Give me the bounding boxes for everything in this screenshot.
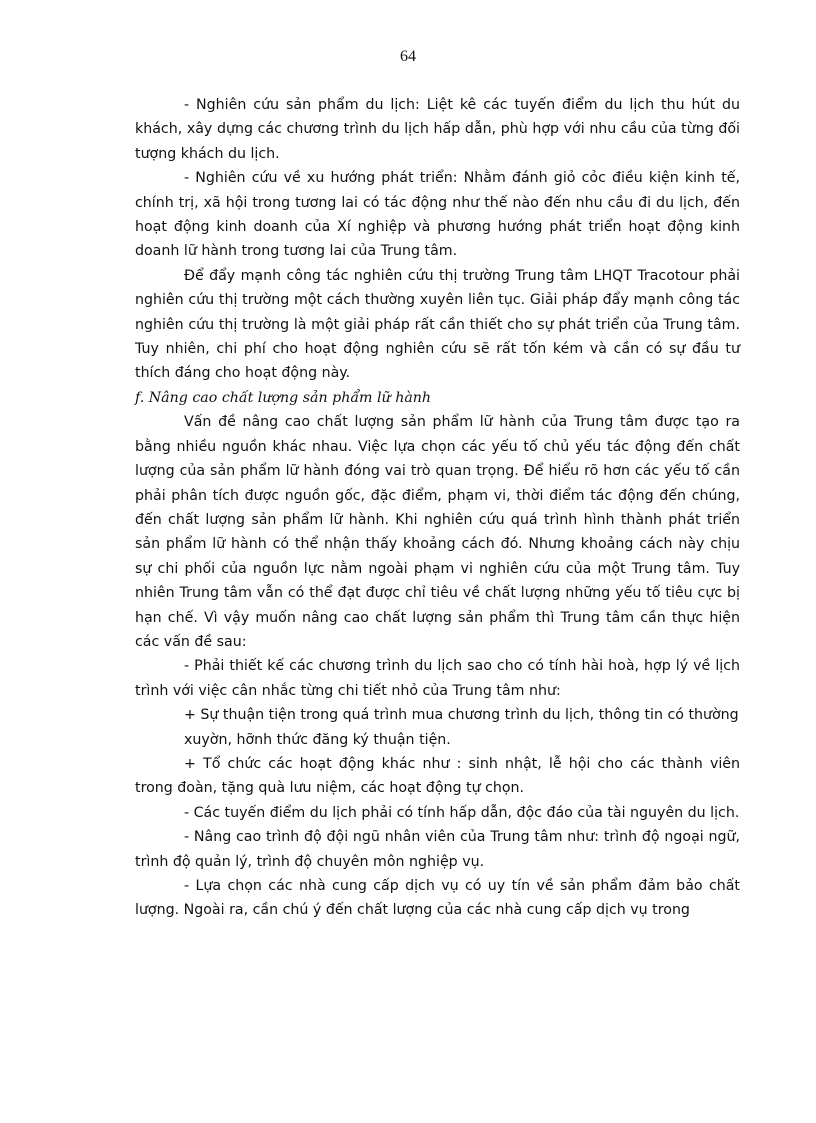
paragraph: Để đẩy mạnh công tác nghiên cứu thị trường Trung tâm LHQT Tracotour phải nghiên cứu thị trường một cách thường xuyên liên tục. Giải pháp đẩy mạnh công tác nghiên cứu thị trường là một giải pháp rất cần thiết cho sự phát triển của Trung tâm. Tuy nhiên, chi phí cho hoạt động nghiên cứu sẽ rất tốn kém và cần có sự đầu tư thích đáng cho hoạt động này. xyxy=(135,267,740,382)
paragraph: - Các tuyến điểm du lịch phải có tính hấp dẫn, độc đáo của tài nguyên du lịch. xyxy=(184,804,740,821)
page-body xyxy=(135,93,740,923)
paragraph: - Lựa chọn các nhà cung cấp dịch vụ có uy tín về sản phẩm đảm bảo chất lượng. Ngoài ra, cần chú ý đến chất lượng của các nhà cung cấp dịch vụ trong xyxy=(135,878,740,919)
paragraph: - Phải thiết kế các chương trình du lịch sao cho có tính hài hoà, hợp lý về lịch trình với việc cân nhắc từng chi tiết nhỏ của Trung tâm như: xyxy=(135,658,740,699)
page-number: 64 xyxy=(400,48,416,65)
paragraph: xuyờn, hỡnh thức đăng ký thuận tiện. xyxy=(184,731,451,748)
paragraph: - Nâng cao trình độ đội ngũ nhân viên của Trung tâm như: trình độ ngoại ngữ, trình độ quản lý, trình độ chuyên môn nghiệp vụ. xyxy=(135,829,740,870)
paragraph: + Sự thuận tiện trong quá trình mua chương trình du lịch, thông tin có thường xyxy=(184,707,739,724)
paragraph: Vấn đề nâng cao chất lượng sản phẩm lữ hành của Trung tâm được tạo ra bằng nhiều nguồn khác nhau. Việc lựa chọn các yếu tố chủ yếu tác động đến chất lượng của sản phẩm lữ hành đóng vai trò quan trọng. Để hiểu rõ hơn các yếu tố cần phải phân tích được nguồn gốc, đặc điểm, phạm vi, thời điểm tác động đến chúng, đến chất lượng sản phẩm lữ hành. Khi nghiên cứu quá trình hình thành phát triển sản phẩm lữ hành có thể nhận thấy khoảng cách đó. Nhưng khoảng cách này chịu sự chi phối của nguồn lực nằm ngoài phạm vi nghiên cứu của một Trung tâm. Tuy nhiên Trung tâm vẫn có thể đạt được chỉ tiêu về chất lượng những yếu tố tiêu cực bị hạn chế. Vì vậy muốn nâng cao chất lượng sản phẩm thì Trung tâm cần thực hiện các vấn đề sau: xyxy=(135,414,740,650)
paragraph: - Nghiên cứu sản phẩm du lịch: Liệt kê các tuyến điểm du lịch thu hút du khách, xây dựng các chương trình du lịch hấp dẫn, phù hợp với nhu cầu của từng đối tượng khách du lịch. xyxy=(135,97,740,162)
paragraph: + Tổ chức các hoạt động khác như : sinh nhật, lễ hội cho các thành viên trong đoàn, tặng quà lưu niệm, các hoạt động tự chọn. xyxy=(135,755,740,797)
section-heading: f. Nâng cao chất lượng sản phẩm lữ hành xyxy=(135,389,432,406)
paragraph: - Nghiên cứu về xu hướng phát triển: Nhằm đánh giỏ cỏc điều kiện kinh tế, chính trị, xã hội trong tương lai có tác động như thế nào đến nhu cầu đi du lịch, đến hoạt động kinh doanh của Xí nghiệp và phương hướng phát triển hoạt động kinh doanh lữ hành trong tương lai của Trung tâm. xyxy=(135,170,740,260)
